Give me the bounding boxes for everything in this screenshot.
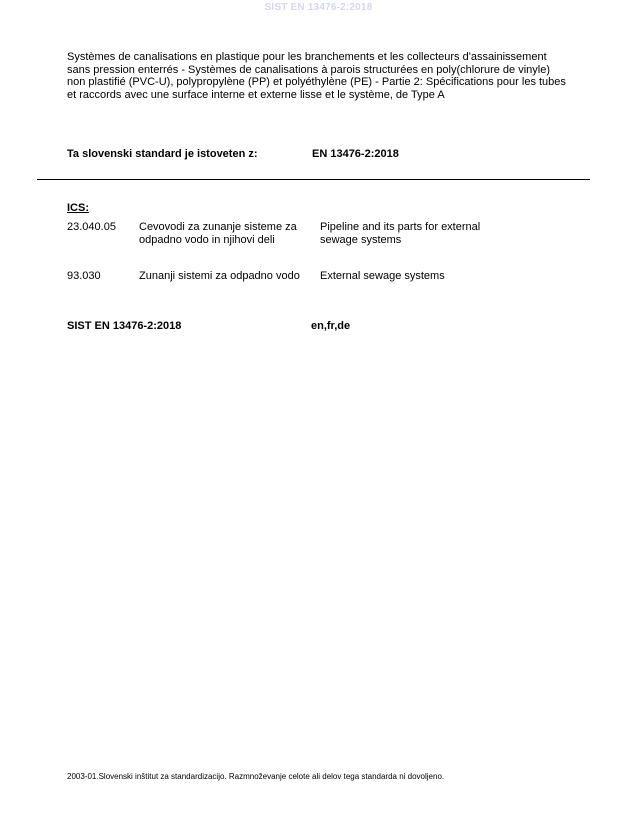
- ics-description-sl: Cevovodi za zunanje sisteme za odpadno vodo in njihovi deli: [139, 221, 297, 246]
- ics-code: 23.040.05: [67, 221, 116, 233]
- header-reference: SIST EN 13476-2:2018: [264, 2, 373, 13]
- divider-line: [37, 179, 590, 180]
- footer-notice: 2003-01.Slovenski inštitut za standardizacijo. Razmnoževanje celote ali delov tega standarda ni dovoljeno.: [67, 772, 445, 781]
- ics-description-en: External sewage systems: [320, 270, 445, 282]
- ics-code: 93.030: [67, 270, 101, 282]
- standard-languages: en,fr,de: [311, 320, 351, 332]
- ics-heading: ICS:: [67, 202, 89, 214]
- identical-label: Ta slovenski standard je istoveten z:: [67, 148, 258, 160]
- ics-description-en: Pipeline and its parts for external sewage systems: [320, 221, 481, 246]
- ics-description-sl: Zunanji sistemi za odpadno vodo: [139, 270, 300, 282]
- standard-code: SIST EN 13476-2:2018: [67, 320, 182, 332]
- identical-value: EN 13476-2:2018: [312, 148, 399, 160]
- document-title-fr: Systèmes de canalisations en plastique pour les branchements et les collecteurs d'assainissement sans pression enterrés - Systèmes de canalisations à parois structurées en poly(chlorure de vinyle) non plastifié (PVC-U), polypropylène (PP) et polyéthylène (PE) - Partie 2: Spécifications pour les tubes et raccords avec une surface interne et externe lisse et le système, de Type A: [67, 51, 566, 101]
